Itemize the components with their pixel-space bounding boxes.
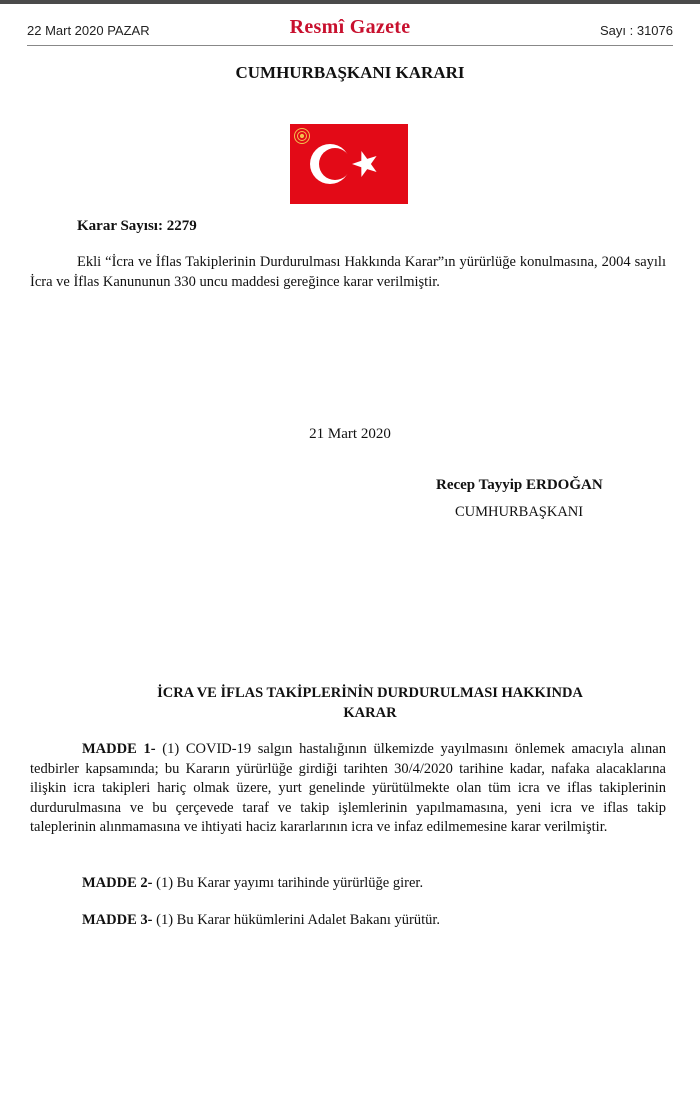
article-3-text: (1) Bu Karar hükümlerini Adalet Bakanı yürütür. xyxy=(152,912,440,928)
annex-title-line-1: İCRA VE İFLAS TAKİPLERİNİN DURDURULMASI HAKKINDA xyxy=(157,685,583,701)
signatory-name: Recep Tayyip ERDOĞAN xyxy=(436,477,603,493)
top-border xyxy=(0,0,700,4)
article-2-label: MADDE 2- xyxy=(82,875,153,891)
annex-title-line-2: KARAR xyxy=(343,705,397,721)
signing-date: 21 Mart 2020 xyxy=(309,426,391,442)
article-3-label: MADDE 3- xyxy=(82,912,153,928)
article-3 xyxy=(30,911,666,931)
issue-number: Sayı : 31076 xyxy=(600,23,673,38)
gazette-date: 22 Mart 2020 PAZAR xyxy=(27,23,150,38)
decision-number: Karar Sayısı: 2279 xyxy=(77,218,197,234)
header-divider xyxy=(27,45,673,46)
turkish-flag-emblem xyxy=(290,124,408,204)
document-type-heading: CUMHURBAŞKANI KARARI xyxy=(235,63,465,82)
annex-title xyxy=(100,683,640,723)
article-1-text: (1) COVID-19 salgın hastalığının ülkemizde yayılmasını önlemek amacıyla alınan tedbirler kapsamında; bu Kararın yürürlüğe girdiği tarihten 30/4/2020 tarihine kadar, nafaka alacaklarına ilişkin icra takipleri hariç olmak üzere, yurt genelinde yürütülmekte olan tüm icra ve iflas takiplerinin durdurulmasına ve bu çerçevede taraf ve takip işlemlerinin yapılmamasına, yeni icra ve iflas takip taleplerinin alınmamasına ve ihtiyati haciz kararlarının icra ve infaz edilmemesine karar verilmiştir. xyxy=(30,741,666,835)
article-2 xyxy=(30,874,666,894)
intro-paragraph: Ekli “İcra ve İflas Takiplerinin Durdurulması Hakkında Karar”ın yürürlüğe konulmasına, 2004 sayılı İcra ve İflas Kanununun 330 uncu maddesi gereğince karar verilmiştir. xyxy=(30,254,666,290)
gazette-title: Resmî Gazete xyxy=(289,16,411,38)
signatory-title: CUMHURBAŞKANI xyxy=(455,504,584,520)
article-1 xyxy=(30,740,666,838)
article-2-text: (1) Bu Karar yayımı tarihinde yürürlüğe girer. xyxy=(152,875,424,891)
article-1-label: MADDE 1- xyxy=(82,741,156,757)
